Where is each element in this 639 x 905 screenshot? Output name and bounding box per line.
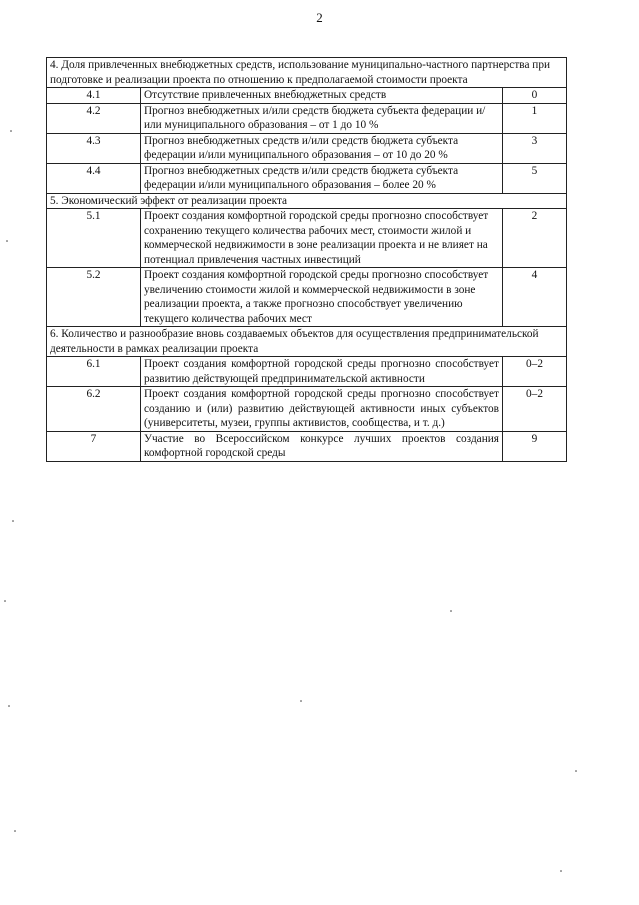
- row-number: 5.2: [47, 268, 141, 327]
- scan-speck: [6, 240, 8, 242]
- row-number: 4.3: [47, 133, 141, 163]
- scan-speck: [12, 520, 14, 522]
- row-text: Проект создания комфортной городской среды прогнозно способствует сохранению текущего количества рабочих мест, стоимости жилой и коммерческой недвижимости в зоне реализации проекта и не влияет на потенциал привлечения частных инвестиций: [141, 209, 503, 268]
- table-row: [47, 133, 567, 163]
- table-row: [47, 88, 567, 104]
- row-number: 7: [47, 431, 141, 461]
- row-text: Проект создания комфортной городской среды прогнозно способствует созданию и (или) развитию действующей активности иных субъектов (университеты, музеи, группы активистов, сообщества, и т. д.): [141, 387, 503, 432]
- row-number: 4.4: [47, 163, 141, 193]
- row-text: Отсутствие привлеченных внебюджетных средств: [141, 88, 503, 104]
- section-heading: 6. Количество и разнообразие вновь создаваемых объектов для осуществления предпринимательской деятельности в рамках реализации проекта: [47, 327, 567, 357]
- row-score: 0–2: [503, 357, 567, 387]
- table-row: [47, 209, 567, 268]
- scan-speck: [14, 830, 16, 832]
- row-number: 6.2: [47, 387, 141, 432]
- scan-speck: [300, 700, 302, 702]
- row-score: 4: [503, 268, 567, 327]
- row-number: 5.1: [47, 209, 141, 268]
- row-score: 0: [503, 88, 567, 104]
- row-text: Прогноз внебюджетных средств и/или средств бюджета субъекта федерации и/или муниципального образования – более 20 %: [141, 163, 503, 193]
- row-number: 6.1: [47, 357, 141, 387]
- section-heading: 4. Доля привлеченных внебюджетных средств, использование муниципально-частного партнерства при подготовке и реализации проекта по отношению к предполагаемой стоимости проекта: [47, 58, 567, 88]
- section-heading: 5. Экономический эффект от реализации проекта: [47, 193, 567, 209]
- page-number: 2: [316, 10, 323, 25]
- section-heading-row: [47, 327, 567, 357]
- row-text: Проект создания комфортной городской среды прогнозно способствует увеличению стоимости жилой и коммерческой недвижимости в зоне реализации проекта, а также прогнозно способствует увеличению текущего количества рабочих мест: [141, 268, 503, 327]
- section-heading-row: [47, 193, 567, 209]
- criteria-table: [46, 57, 567, 462]
- row-score: 5: [503, 163, 567, 193]
- row-text: Участие во Всероссийском конкурсе лучших проектов создания комфортной городской среды: [141, 431, 503, 461]
- scan-speck: [4, 600, 6, 602]
- table-row: [47, 268, 567, 327]
- row-number: 4.2: [47, 103, 141, 133]
- table-row: [47, 103, 567, 133]
- scan-speck: [575, 770, 577, 772]
- row-text: Прогноз внебюджетных средств и/или средств бюджета субъекта федерации и/или муниципального образования – от 10 до 20 %: [141, 133, 503, 163]
- table-row: [47, 163, 567, 193]
- table-row: [47, 357, 567, 387]
- scan-speck: [10, 130, 12, 132]
- scan-speck: [560, 870, 562, 872]
- scan-speck: [8, 705, 10, 707]
- row-text: Проект создания комфортной городской среды прогнозно способствует развитию действующей предпринимательской активности: [141, 357, 503, 387]
- row-score: 3: [503, 133, 567, 163]
- row-number: 4.1: [47, 88, 141, 104]
- section-heading-row: [47, 58, 567, 88]
- scan-speck: [450, 610, 452, 612]
- row-score: 2: [503, 209, 567, 268]
- row-score: 1: [503, 103, 567, 133]
- table-row: [47, 387, 567, 432]
- row-score: 9: [503, 431, 567, 461]
- row-score: 0–2: [503, 387, 567, 432]
- row-text: Прогноз внебюджетных и/или средств бюджета субъекта федерации и/или муниципального образования – от 1 до 10 %: [141, 103, 503, 133]
- table-row: [47, 431, 567, 461]
